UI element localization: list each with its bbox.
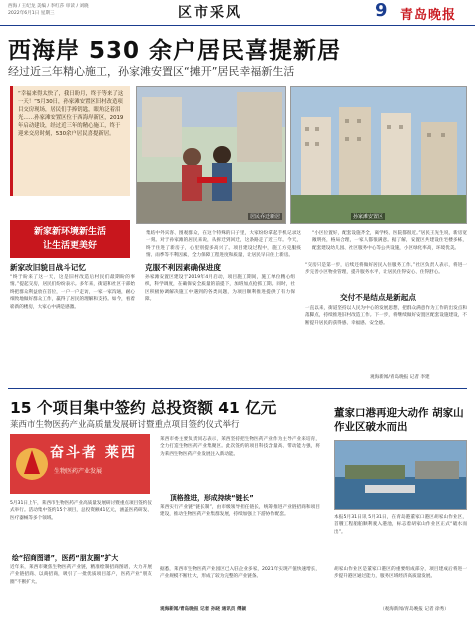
photo-residents-moving (136, 86, 286, 224)
newspaper-logo: 青岛晚报 (400, 8, 457, 23)
main-sub4-title: 交付不是结点是新起点 (340, 293, 416, 302)
edition-meta-line1: 西海 / 王纪龙 美编 / 李红莎 审读 / 刘晓 (8, 4, 89, 9)
story-divider (8, 388, 467, 389)
promo-subtitle: 生物医药产业发展 (54, 468, 103, 475)
story3-lead: 本报5月31日讯 5月31日，在青岛港董家口港区胡家山作业区，首艘工程船舶顺利驶入港池，标志着胡家山作业区正式“破水而出”。 (334, 515, 467, 535)
main-headline: 西海岸 530 余户居民喜提新居 (8, 38, 342, 64)
slogan-line1: 新家新环境新生活 (33, 227, 106, 237)
story2-headline: 15 个项目集中签约 总投资额 41 亿元 (10, 399, 277, 417)
main-subhead: 经过近三年精心施工，孙家滩安置区“摊开”居民幸福新生活 (8, 65, 295, 78)
story3-byline: （观海新闻/青岛晚报 记者 徐秀） (380, 607, 449, 612)
story3-title: 董家口港再迎大动作 胡家山作业区破水而出 (334, 407, 464, 433)
main-sub2-title: 克服不利因素确保进度 (145, 263, 221, 272)
edition-meta (8, 3, 118, 17)
story2-subhead: 莱西市生物医药产业高质量发展研讨暨重点项目签约仪式举行 (10, 420, 240, 430)
story2-byline: 观海新闻/青岛晚报 记者 孙晓 通讯员 傅颖 (160, 607, 247, 612)
story2-promo-graphic (10, 434, 150, 494)
slogan-line2: 让生活更美好 (42, 241, 97, 251)
story2-lead: 5月31日上午，莱西市生物医药产业高质量发展研讨暨重点项目签约仪式举行。活动集中签约15个项目，总投资额41亿元，涵盖医药研发、医疗器械等多个领域。 (10, 501, 152, 521)
photo-caption-left: 居民乔迁新居 (249, 214, 280, 220)
edition-meta-line2: 2022年6月1日 星期三 (8, 11, 55, 16)
main-sub1-title: 新家改旧貌目战斗记忆 (10, 263, 86, 272)
story2-sub2-title: 顶格推进，形成持续“链长” (170, 494, 254, 502)
section-title: 区市采风 (178, 5, 242, 21)
story2-col2-text: 莱西市委主要负责同志表示，莱西坚持把生物医药产业作为主导产业来培育，全力打造生物医药产业集聚区。此次签约的项目科技含量高、带动能力强，将为莱西生物医药产业发展注入新动能。 (160, 437, 320, 457)
slogan-banner (10, 220, 130, 258)
story2-sub2-text: 莱西实行产业链“链长制”，由市级领导担任链长，统筹推进产业链招商和项目建设，推动生物医药产业集群发展，持续加强上下游协作配套。 (160, 505, 320, 518)
promo-title: 奋斗者 莱西 (50, 445, 137, 461)
story2-sub2-more: 据悉，莱西市生物医药产业园区已入驻企业多家，2021年实现产值快速增长，产业规模不断壮大，形成了较为完整的产业链条。 (160, 567, 320, 580)
masthead (0, 0, 475, 26)
main-sub4-text: 一直以来，街道坚持以人民为中心的发展思想，把群众满意作为工作的出发点和落脚点，持续推进旧村改造工作。下一步，将继续做好安置区配套设施建设，不断提升居民的获得感、幸福感、安全感。 (305, 306, 467, 326)
photo-caption-right: 孙家滩安置区 (353, 214, 384, 220)
page-number: 9 (375, 0, 388, 21)
photo-resettlement-area (290, 86, 467, 224)
main-sub2-text: 孙家滩安置区建设于2019年4月启动，项目施工期间，施工单位精心组织，科学调度，在确保安全质量的前提下，加班加点抢抓工期。同时，社区积极协调解决施工中遇到的各类问题，为项目顺利推进提供了有力保障。 (145, 275, 295, 303)
photo-port (334, 440, 467, 510)
main-sub1-text: “终于盼来了这一天，这是旧村改造后村民们最期盼的事情。”提起交房，居民们纷纷表示。多年来，街道和社区干部始终把群众利益放在首位，一户一户走访，一家一家沟通，耐心细致地做好群众工作，赢得了居民的理解和支持。如今，看着崭新的楼房，大家心中满是感激。 (10, 275, 135, 310)
story3-text: 胡家山作业区是董家口港区的重要组成部分，项目建成后将进一步提升港区通过能力，服务区域经济高质量发展。 (334, 567, 467, 580)
main-col2-text: 集结中外宾客、围观群众，在这个特殊的日子里，大家纷纷拿起手机记录这一刻。对于孙家滩的居民来说，从拆迁到回迁，这条路走了近三年。今天，终于住进了新房子，心里别提多高兴了。项目建设过程中，施工方克服疫情、雨季等不利因素，全力保障工程进度和质量，让居民早日住上新房。 (146, 231, 301, 259)
main-intro-box: “幸福来得太快了，我日盼月，终于等来了这一天！”5月30日，孙家滩安置区旧村改造项目交房现场，居民们手捧钥匙，眼角泛着泪光……孙家滩安置区位于西海岸新区，2019年启动建设，经过近三年的精心施工，终于迎来交房时刻，530余户居民喜提新居。 (10, 86, 130, 196)
story2-sub1-text: 近年来，莱西市聚焦生物医药产业链，精准绘制招商图谱，大力开展产业链招商、以商招商，吸引了一批优质项目落户，医药产业“朋友圈”不断扩大。 (10, 565, 152, 585)
main-col3-text: “小区位置好，配套设施齐全，离学校、医院都很近。”居民王先生说，新房宽敞明亮，格局合理，一家人都很满意。据了解，安置区共建设住宅楼多栋，配套建设幼儿园、社区服务中心等公共设施，小区绿化率高，环境优美。 (312, 231, 467, 251)
main-byline: 观海新闻/青岛晚报 记者 李建 (370, 375, 430, 380)
story2-sub1-title: 绘“招商图谱”，医药“朋友圈”扩大 (12, 554, 119, 562)
main-sub3-text: “交房只是第一步，后续还将做好居民入住服务工作。”社区负责人表示，将进一步完善小区物业管理，提升服务水平，让居民住得安心、住得舒心。 (305, 263, 467, 276)
